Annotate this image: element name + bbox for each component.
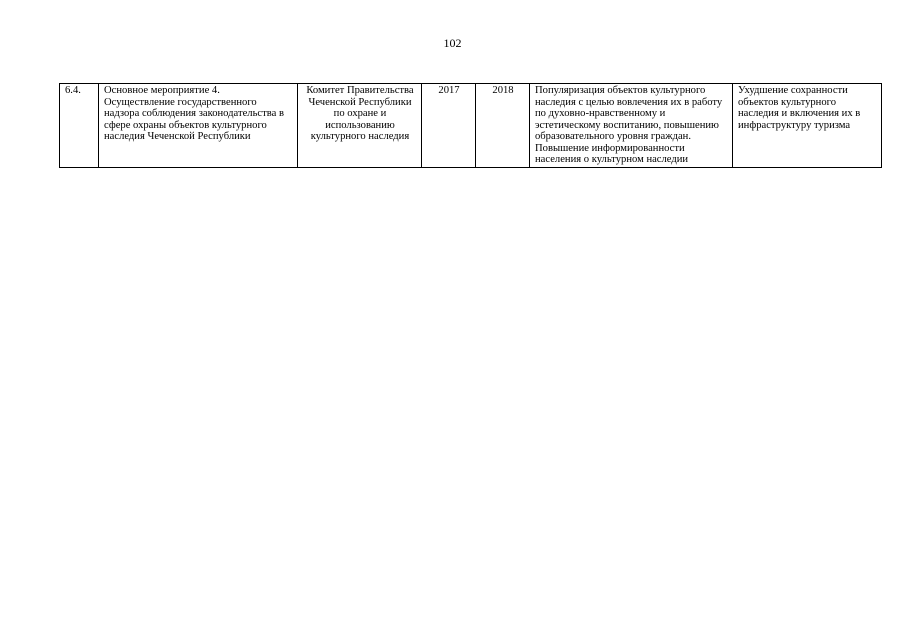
measure-number-cell: 6.4.: [60, 84, 99, 168]
consequences-cell: Ухудшение сохранности объектов культурного наследия и включения их в инфраструктуру туризма: [733, 84, 882, 168]
program-measures-table: [59, 83, 882, 168]
end-year-cell: 2018: [476, 84, 530, 168]
table-row: [60, 84, 882, 168]
expected-result-cell: Популяризация объектов культурного наследия с целью вовлечения их в работу по духовно-нравственному и эстетическому воспитанию, повышению образовательного уровня граждан. Повышение информированности населения о культурном наследии: [530, 84, 733, 168]
page-number: 102: [443, 36, 462, 50]
start-year-cell: 2017: [422, 84, 476, 168]
executor-cell: Комитет Правительства Чеченской Республики по охране и использованию культурного наследия: [298, 84, 422, 168]
measure-name-cell: Основное мероприятие 4. Осуществление государственного надзора соблюдения законодательства в сфере охраны объектов культурного наследия Чеченской Республики: [99, 84, 298, 168]
